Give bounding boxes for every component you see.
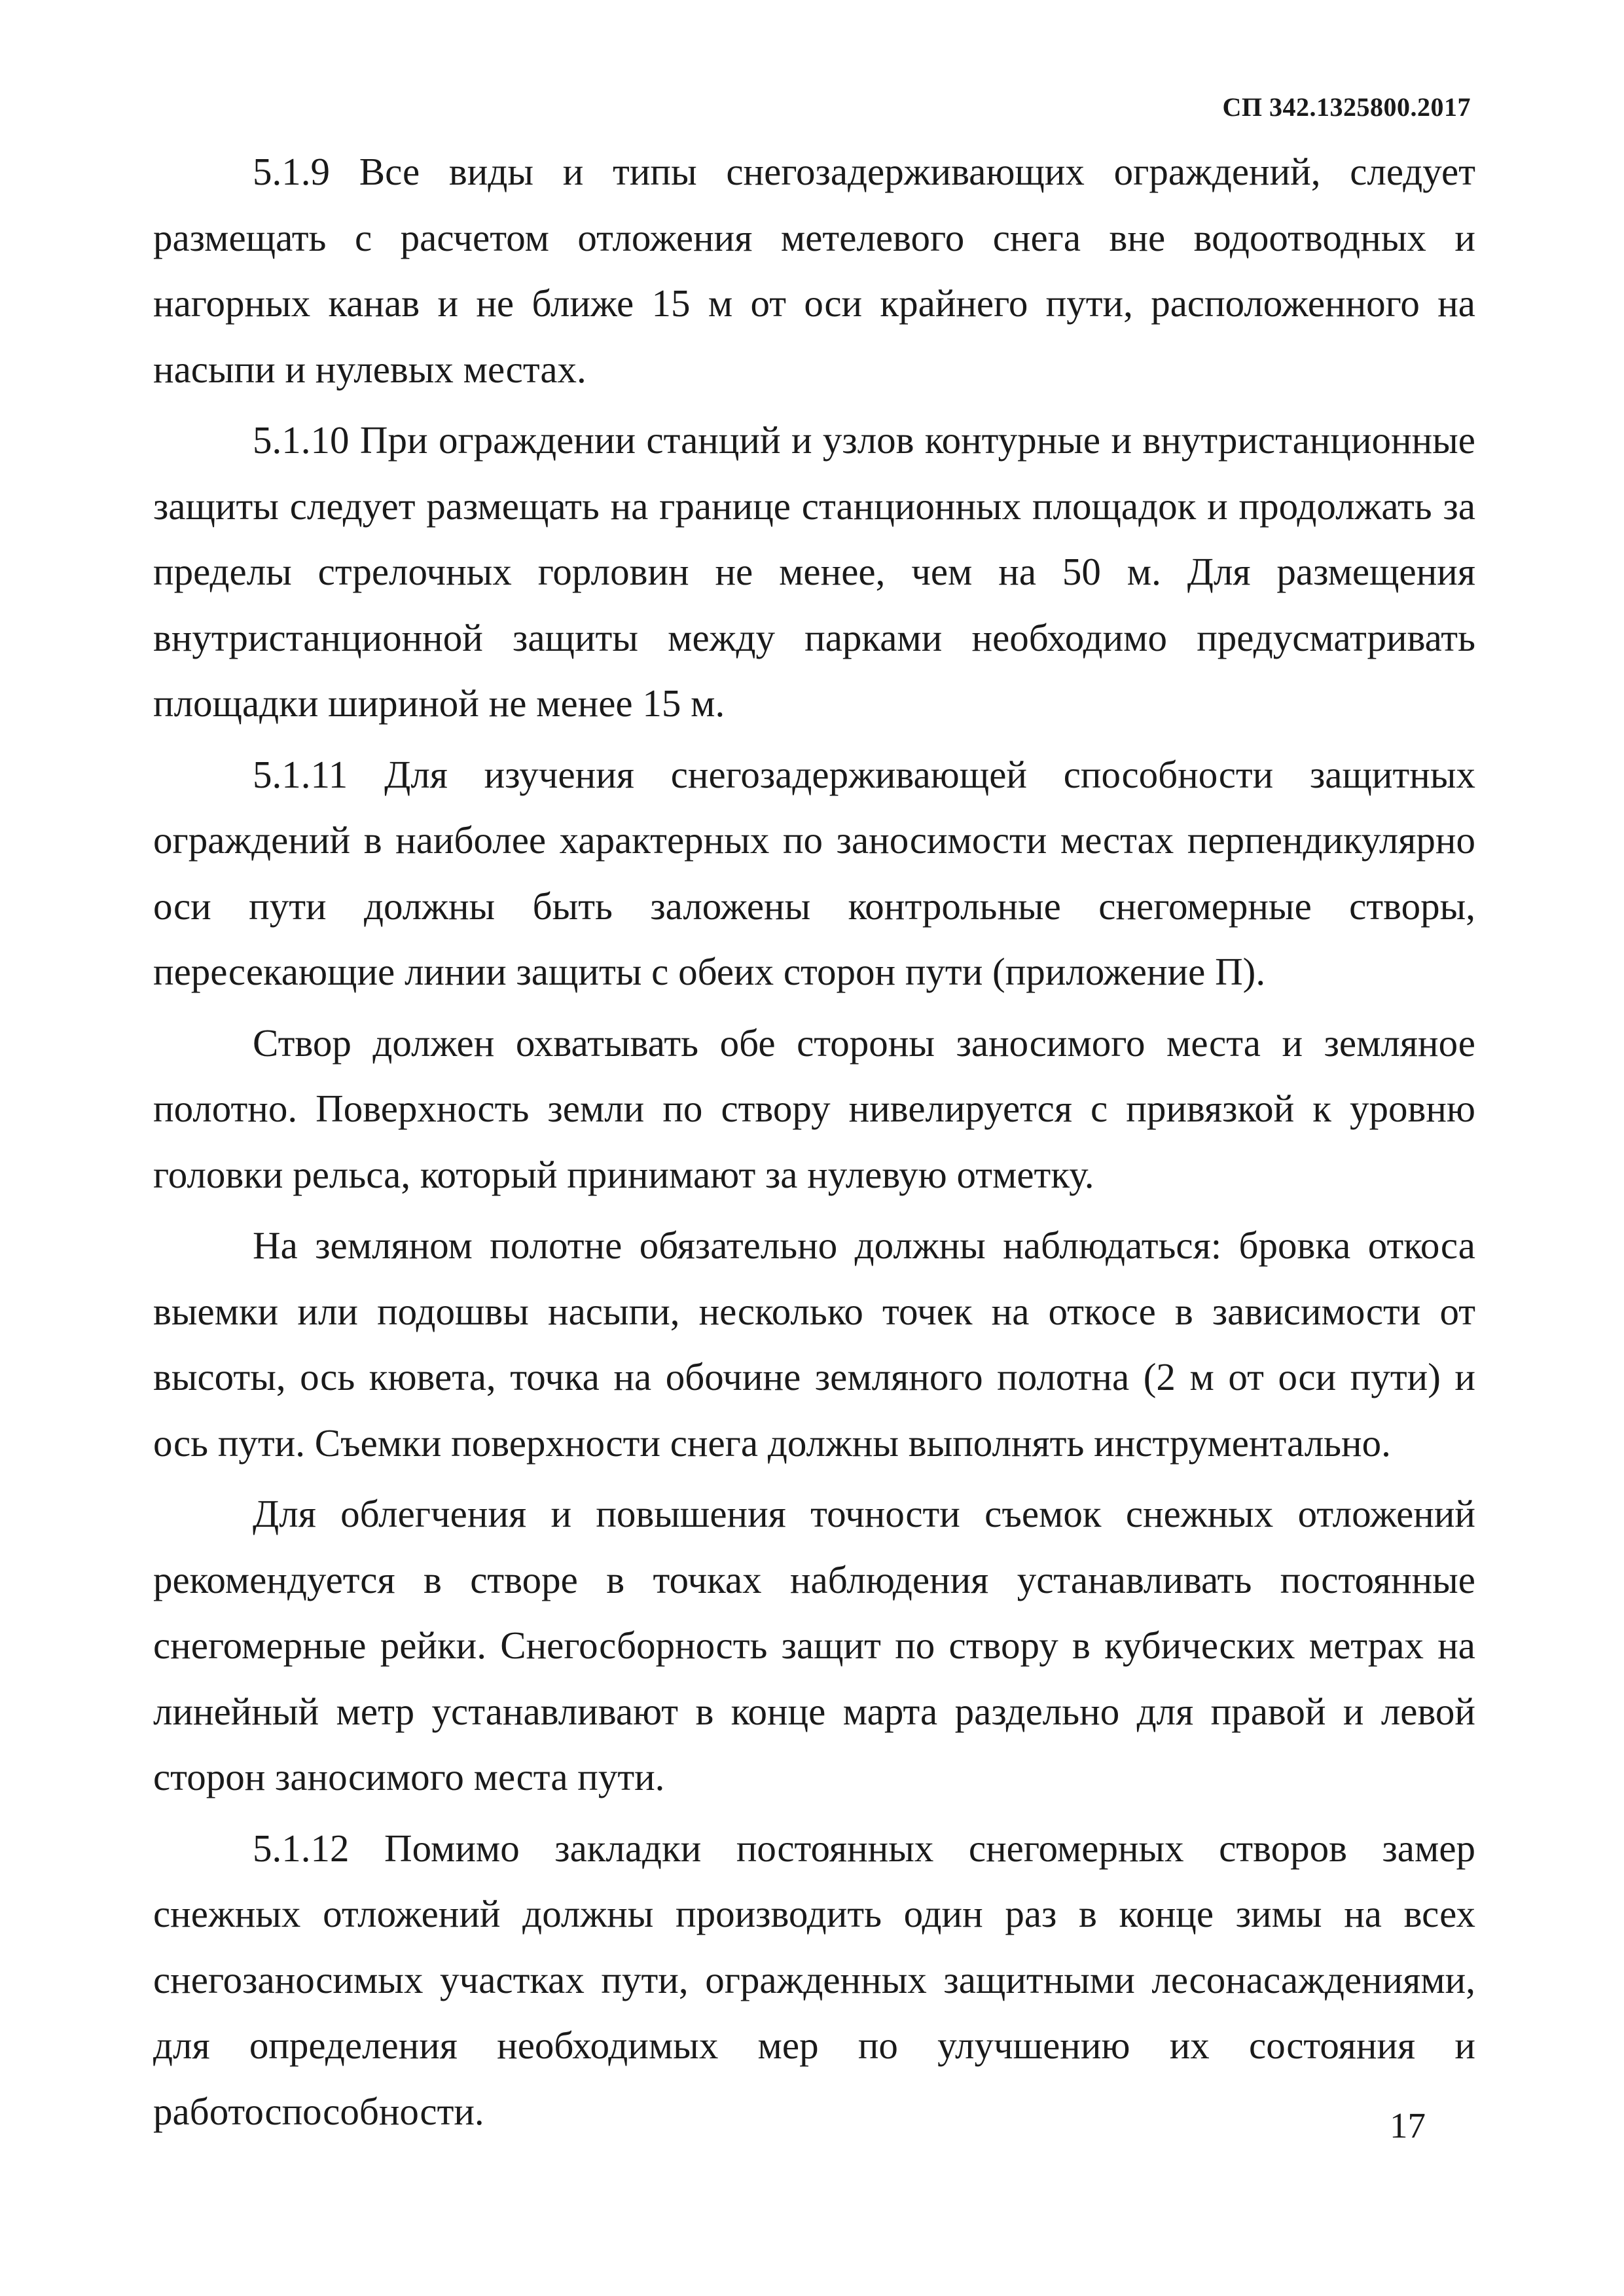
paragraph-5-1-12: 5.1.12 Помимо закладки постоянных снегомерных створов замер снежных отложений должны производить один раз в конце зимы на всех снегозаносимых участках пути, огражденных защитными лесонасаждениями, для определения необходимых мер по улучшению их состояния и работоспособности. bbox=[153, 1826, 1475, 2133]
paragraph-snegomernye-reiki: Для облегчения и повышения точности съемок снежных отложений рекомендуется в створе в точках наблюдения устанавливать постоянные снегомерные рейки. Снегосборность защит по створу в кубических метрах на линейный метр устанавливают в конце марта раздельно для правой и левой сторон заносимого места пути. bbox=[153, 1492, 1475, 1798]
page-number: 17 bbox=[1390, 2105, 1426, 2145]
paragraph-zemlyanoe-polotno: На земляном полотне обязательно должны наблюдаться: бровка откоса выемки или подошвы насыпи, несколько точек на откосе в зависимости от высоты, ось кювета, точка на обочине земляного полотна (2 м от оси пути) и ось пути. Съемки поверхности снега должны выполнять инструментально. bbox=[153, 1224, 1475, 1465]
document-body bbox=[153, 139, 1475, 2149]
paragraph-5-1-11: 5.1.11 Для изучения снегозадерживающей способности защитных ограждений в наиболее характерных по заносимости местах перпендикулярно оси пути должны быть заложены контрольные снегомерные створы, пересекающие линии защиты с обеих сторон пути (приложение П). bbox=[153, 752, 1475, 993]
paragraph-5-1-10: 5.1.10 При ограждении станций и узлов контурные и внутристанционные защиты следует размещать на границе станционных площадок и продолжать за пределы стрелочных горловин не менее, чем на 50 м. Для размещения внутристанционной защиты между парками необходимо предусматривать площадки шириной не менее 15 м. bbox=[153, 418, 1475, 725]
paragraph-stvor: Створ должен охватывать обе стороны заносимого места и земляное полотно. Поверхность земли по створу нивелируется с привязкой к уровню головки рельса, который принимают за нулевую отметку. bbox=[153, 1021, 1475, 1196]
paragraph-5-1-9: 5.1.9 Все виды и типы снегозадерживающих ограждений, следует размещать с расчетом отложения метелевого снега вне водоотводных и нагорных канав и не ближе 15 м от оси крайнего пути, расположенного на насыпи и нулевых местах. bbox=[153, 150, 1475, 391]
document-code-header: СП 342.1325800.2017 bbox=[1222, 92, 1471, 122]
